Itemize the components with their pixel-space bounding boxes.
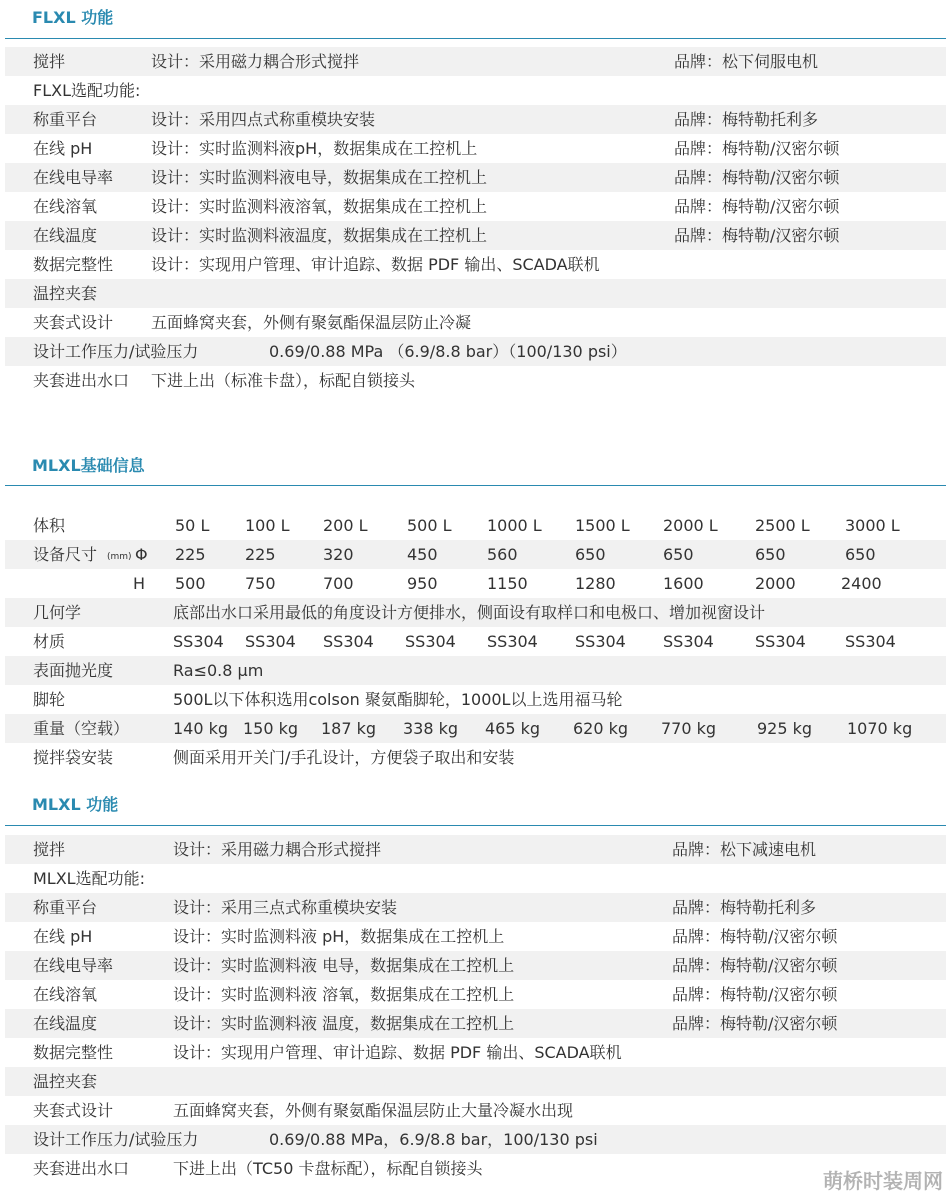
row-design: 设计：采用三点式称重模块安装 xyxy=(173,898,398,917)
row-design: 设计：实时监测料液温度，数据集成在工控机上 xyxy=(151,226,488,245)
spec-label: 几何学 xyxy=(33,603,82,622)
row-design: 设计：实现用户管理、审计追踪、数据 PDF 输出、SCADA联机 xyxy=(151,255,600,274)
row-label: 搅拌 xyxy=(33,52,66,71)
row-label: FLXL选配功能: xyxy=(33,81,141,100)
spec-cell: 2400 xyxy=(841,574,882,593)
spec-cell: 650 xyxy=(663,545,694,564)
spec-cell: SS304 xyxy=(245,632,296,651)
spec-cell: SS304 xyxy=(487,632,538,651)
spec-cell: 650 xyxy=(755,545,786,564)
row-design: 设计：实时监测料液电导，数据集成在工控机上 xyxy=(151,168,488,187)
row-brand: 品牌：松下伺服电机 xyxy=(674,52,819,71)
spec-label: 体积 xyxy=(33,516,66,535)
spec-cell: 950 xyxy=(407,574,438,593)
row-design: 设计：采用磁力耦合形式搅拌 xyxy=(173,840,382,859)
row-design: 设计：采用四点式称重模块安装 xyxy=(151,110,376,129)
spec-text: Ra≤0.8 μm xyxy=(173,661,264,680)
row-label: 在线溶氧 xyxy=(33,197,98,216)
spec-cell: 1600 xyxy=(663,574,704,593)
spec-cell: 1000 L xyxy=(487,516,542,535)
spec-row-polish xyxy=(5,656,946,685)
spec-cell: 750 xyxy=(245,574,276,593)
mlxl-row-data-integrity xyxy=(5,1038,946,1067)
row-label: 温控夹套 xyxy=(33,1072,98,1091)
mlxl-info-divider xyxy=(5,485,946,486)
flxl-row-jacket-design xyxy=(5,308,946,337)
row-brand: 品牌：梅特勒/汉密尔顿 xyxy=(674,226,840,245)
row-label: 在线电导率 xyxy=(33,168,114,187)
row-design: 0.69/0.88 MPa，6.9/8.8 bar，100/130 psi xyxy=(269,1130,598,1149)
flxl-row-weighing xyxy=(5,105,946,134)
row-label: 温控夹套 xyxy=(33,284,98,303)
spec-cell: 320 xyxy=(323,545,354,564)
flxl-row-ph xyxy=(5,134,946,163)
spec-text: 侧面采用开关门/手孔设计，方便袋子取出和安装 xyxy=(173,748,515,767)
mlxl-row-jacket-design xyxy=(5,1096,946,1125)
row-design: 设计：实时监测料液溶氧，数据集成在工控机上 xyxy=(151,197,488,216)
watermark: 萌桥时装周网 xyxy=(823,1169,943,1193)
row-brand: 品牌：梅特勒托利多 xyxy=(674,110,819,129)
spec-cell: 2000 L xyxy=(663,516,718,535)
mlxl-row-conductivity xyxy=(5,951,946,980)
spec-cell: SS304 xyxy=(173,632,224,651)
spec-cell: 2000 xyxy=(755,574,796,593)
row-design: 设计：实时监测料液 溶氧，数据集成在工控机上 xyxy=(173,985,515,1004)
spec-label: 表面抛光度 xyxy=(33,661,114,680)
spec-cell: 700 xyxy=(323,574,354,593)
row-label: 夹套式设计 xyxy=(33,1101,114,1120)
flxl-divider xyxy=(5,38,946,39)
row-brand: 品牌：梅特勒托利多 xyxy=(672,898,817,917)
row-label: 夹套式设计 xyxy=(33,313,114,332)
spec-label: 重量（空载） xyxy=(33,719,130,738)
mlxl-row-water-ports xyxy=(5,1154,946,1183)
row-design: 设计：实时监测料液 温度，数据集成在工控机上 xyxy=(173,1014,515,1033)
spec-unit: (mm) xyxy=(107,552,132,562)
spec-cell: SS304 xyxy=(323,632,374,651)
spec-cell: 1500 L xyxy=(575,516,630,535)
row-label: 设计工作压力/试验压力 xyxy=(33,1130,199,1149)
mlxl-info-section-title: MLXL基础信息 xyxy=(32,456,145,475)
row-label: 设计工作压力/试验压力 xyxy=(33,342,199,361)
row-design: 设计：实现用户管理、审计追踪、数据 PDF 输出、SCADA联机 xyxy=(173,1043,622,1062)
spec-row-diameter xyxy=(5,540,946,569)
spec-cell: 150 kg xyxy=(243,719,299,738)
mlxl-row-dissolved-oxygen xyxy=(5,980,946,1009)
spec-cell: 225 xyxy=(245,545,276,564)
spec-cell: 560 xyxy=(487,545,518,564)
row-design: 0.69/0.88 MPa （6.9/8.8 bar）（100/130 psi） xyxy=(269,342,627,361)
row-brand: 品牌：梅特勒/汉密尔顿 xyxy=(672,985,838,1004)
flxl-row-pressure xyxy=(5,337,946,366)
row-label: 数据完整性 xyxy=(33,1043,114,1062)
row-design: 下进上出（TC50 卡盘标配），标配自锁接头 xyxy=(173,1159,483,1178)
spec-row-bag-install xyxy=(5,743,946,772)
row-label: 在线 pH xyxy=(33,139,93,158)
spec-cell: 770 kg xyxy=(661,719,717,738)
spec-cell: SS304 xyxy=(845,632,896,651)
spec-cell: 187 kg xyxy=(321,719,377,738)
flxl-row-data-integrity xyxy=(5,250,946,279)
height-symbol: H xyxy=(133,574,146,593)
mlxl-section-title: MLXL 功能 xyxy=(32,795,119,814)
spec-cell: 2500 L xyxy=(755,516,810,535)
spec-row-geometry xyxy=(5,598,946,627)
mlxl-row-jacket-heading xyxy=(5,1067,946,1096)
spec-cell: 1150 xyxy=(487,574,528,593)
row-design: 设计：实时监测料液pH，数据集成在工控机上 xyxy=(151,139,478,158)
spec-row-height xyxy=(5,569,946,598)
row-label: 称重平台 xyxy=(33,898,98,917)
spec-cell: 100 L xyxy=(245,516,290,535)
spec-cell: 620 kg xyxy=(573,719,629,738)
spec-cell: 200 L xyxy=(323,516,368,535)
spec-cell: 50 L xyxy=(175,516,210,535)
row-brand: 品牌：梅特勒/汉密尔顿 xyxy=(674,197,840,216)
spec-row-casters xyxy=(5,685,946,714)
flxl-row-water-ports xyxy=(5,366,946,395)
row-label: 在线温度 xyxy=(33,226,98,245)
diameter-symbol: Φ xyxy=(135,545,148,564)
mlxl-row-pressure xyxy=(5,1125,946,1154)
flxl-row-dissolved-oxygen xyxy=(5,192,946,221)
spec-cell: 925 kg xyxy=(757,719,813,738)
mlxl-row-weighing xyxy=(5,893,946,922)
spec-cell: 225 xyxy=(175,545,206,564)
row-design: 设计：采用磁力耦合形式搅拌 xyxy=(151,52,360,71)
flxl-row-conductivity xyxy=(5,163,946,192)
spec-cell: SS304 xyxy=(575,632,626,651)
spec-label: 脚轮 xyxy=(33,690,66,709)
row-label: 称重平台 xyxy=(33,110,98,129)
mlxl-divider xyxy=(5,825,946,826)
row-label: 夹套进出水口 xyxy=(33,1159,130,1178)
row-label: 在线温度 xyxy=(33,1014,98,1033)
spec-label: 材质 xyxy=(33,632,66,651)
spec-row-volume xyxy=(5,511,946,540)
mlxl-row-temperature xyxy=(5,1009,946,1038)
row-label: 搅拌 xyxy=(33,840,66,859)
spec-cell: 650 xyxy=(575,545,606,564)
flxl-row-temperature xyxy=(5,221,946,250)
spec-label: 搅拌袋安装 xyxy=(33,748,114,767)
spec-cell: SS304 xyxy=(663,632,714,651)
row-brand: 品牌：梅特勒/汉密尔顿 xyxy=(674,168,840,187)
row-brand: 品牌：松下减速电机 xyxy=(672,840,817,859)
spec-text: 500L以下体积选用colson 聚氨酯脚轮，1000L以上选用福马轮 xyxy=(173,690,623,709)
spec-cell: 338 kg xyxy=(403,719,459,738)
mlxl-row-ph xyxy=(5,922,946,951)
row-label: MLXL选配功能: xyxy=(33,869,145,888)
flxl-row-agitation xyxy=(5,47,946,76)
row-design: 设计：实时监测料液 pH，数据集成在工控机上 xyxy=(173,927,505,946)
spec-cell: 1070 kg xyxy=(847,719,913,738)
spec-row-material xyxy=(5,627,946,656)
spec-cell: 650 xyxy=(845,545,876,564)
flxl-section-title: FLXL 功能 xyxy=(32,8,114,27)
spec-cell: 140 kg xyxy=(173,719,229,738)
flxl-row-jacket-heading xyxy=(5,279,946,308)
flxl-row-options-heading xyxy=(5,76,946,105)
spec-cell: SS304 xyxy=(755,632,806,651)
row-label: 在线溶氧 xyxy=(33,985,98,1004)
row-brand: 品牌：梅特勒/汉密尔顿 xyxy=(672,1014,838,1033)
spec-cell: 1280 xyxy=(575,574,616,593)
row-label: 在线电导率 xyxy=(33,956,114,975)
row-design: 五面蜂窝夹套，外侧有聚氨酯保温层防止冷凝 xyxy=(151,313,472,332)
mlxl-row-agitation xyxy=(5,835,946,864)
spec-cell: 465 kg xyxy=(485,719,541,738)
row-design: 设计：实时监测料液 电导，数据集成在工控机上 xyxy=(173,956,515,975)
spec-label: 设备尺寸 xyxy=(33,545,98,564)
spec-cell: 500 xyxy=(175,574,206,593)
spec-cell: 500 L xyxy=(407,516,452,535)
row-label: 在线 pH xyxy=(33,927,93,946)
spec-cell: SS304 xyxy=(405,632,456,651)
row-brand: 品牌：梅特勒/汉密尔顿 xyxy=(672,956,838,975)
row-brand: 品牌：梅特勒/汉密尔顿 xyxy=(672,927,838,946)
spec-row-weight xyxy=(5,714,946,743)
row-label: 夹套进出水口 xyxy=(33,371,130,390)
spec-text: 底部出水口采用最低的角度设计方便排水，侧面设有取样口和电极口、增加视窗设计 xyxy=(173,603,766,622)
spec-cell: 450 xyxy=(407,545,438,564)
mlxl-row-options-heading xyxy=(5,864,946,893)
row-design: 五面蜂窝夹套，外侧有聚氨酯保温层防止大量冷凝水出现 xyxy=(173,1101,574,1120)
row-design: 下进上出（标准卡盘），标配自锁接头 xyxy=(151,371,416,390)
row-label: 数据完整性 xyxy=(33,255,114,274)
spec-cell: 3000 L xyxy=(845,516,900,535)
row-brand: 品牌：梅特勒/汉密尔顿 xyxy=(674,139,840,158)
